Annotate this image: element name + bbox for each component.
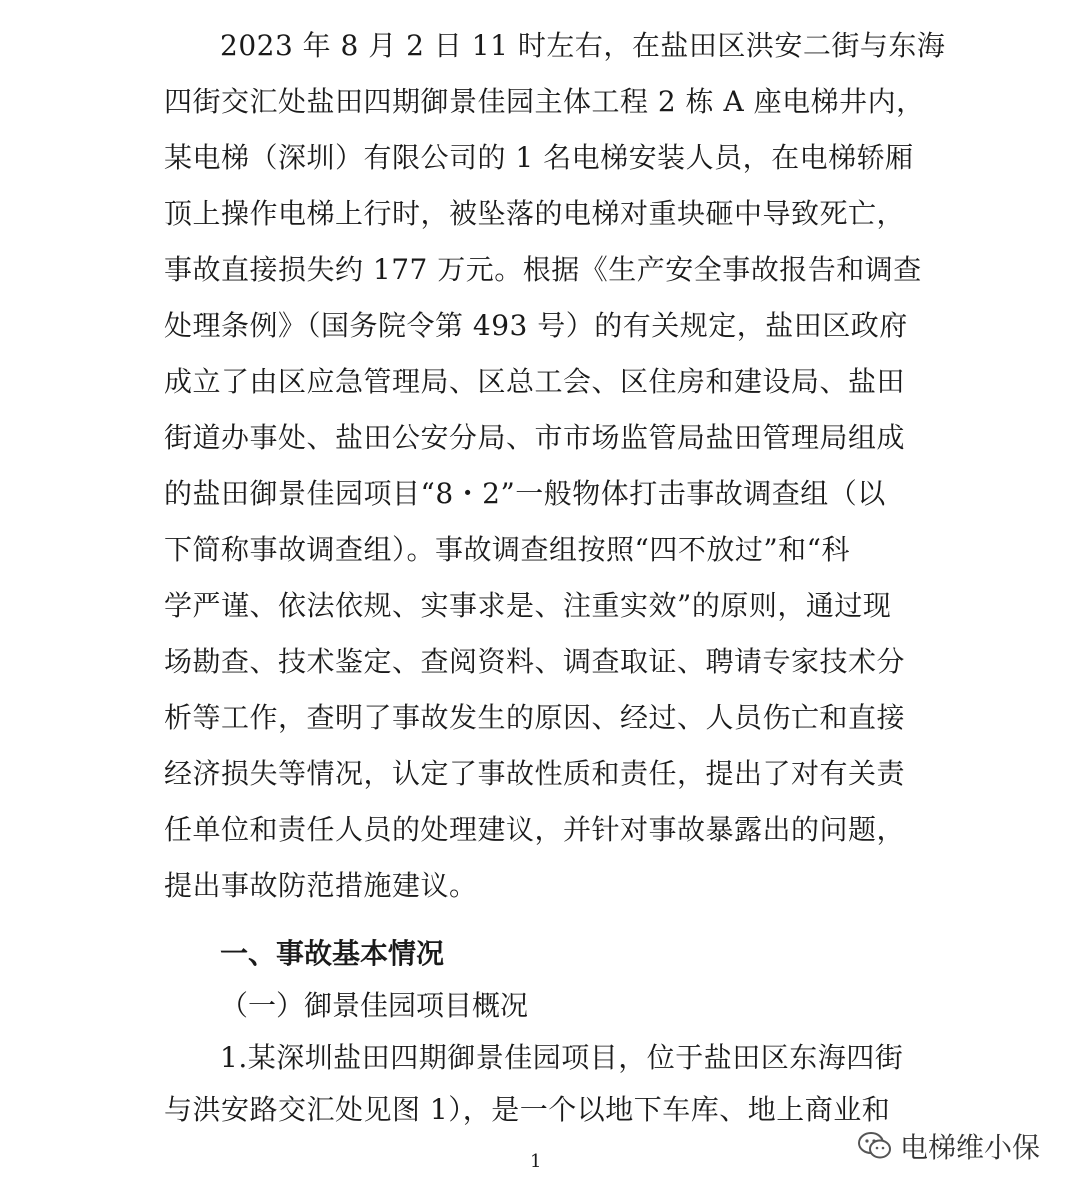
intro-line-15: 任单位和责任人员的处理建议，并针对事故暴露出的问题， — [164, 813, 906, 846]
intro-line-3: 某电梯（深圳）有限公司的 1 名电梯安装人员，在电梯轿厢 — [164, 141, 914, 174]
item-line-1: 1.某深圳盐田四期御景佳园项目，位于盐田区东海四街 — [220, 1041, 904, 1074]
intro-line-4: 顶上操作电梯上行时，被坠落的电梯对重块砸中导致死亡， — [164, 197, 906, 230]
intro-line-7: 成立了由区应急管理局、区总工会、区住房和建设局、盐田 — [164, 365, 906, 398]
intro-line-6: 处理条例》（国务院令第 493 号）的有关规定，盐田区政府 — [164, 309, 908, 342]
item-line-2: 与洪安路交汇处见图 1），是一个以地下车库、地上商业和 — [164, 1093, 891, 1126]
intro-line-12: 场勘查、技术鉴定、查阅资料、调查取证、聘请专家技术分 — [164, 645, 906, 678]
intro-line-10: 下简称事故调查组）。事故调查组按照“四不放过”和“科 — [164, 533, 850, 566]
intro-line-14: 经济损失等情况，认定了事故性质和责任，提出了对有关责 — [164, 757, 906, 790]
page-number: 1 — [530, 1151, 542, 1172]
intro-line-5: 事故直接损失约 177 万元。根据《生产安全事故报告和调查 — [164, 253, 922, 286]
wechat-icon — [858, 1131, 892, 1161]
intro-line-11: 学严谨、依法依规、实事求是、注重实效”的原则，通过现 — [164, 589, 892, 622]
watermark — [858, 1124, 1040, 1168]
section-heading: 一、事故基本情况 — [220, 937, 445, 970]
intro-line-9: 的盐田御景佳园项目“8・2”一般物体打击事故调查组（以 — [164, 477, 886, 510]
intro-line-2: 四街交汇处盐田四期御景佳园主体工程 2 栋 A 座电梯井内， — [164, 85, 925, 118]
intro-line-16: 提出事故防范措施建议。 — [164, 869, 478, 902]
subsection-heading: （一）御景佳园项目概况 — [220, 989, 529, 1022]
watermark-text: 电梯维小保 — [900, 1131, 1041, 1164]
intro-line-8: 街道办事处、盐田公安分局、市市场监管局盐田管理局组成 — [164, 421, 906, 454]
intro-line-1: 2023 年 8 月 2 日 11 时左右，在盐田区洪安二街与东海 — [220, 29, 946, 62]
intro-line-13: 析等工作，查明了事故发生的原因、经过、人员伤亡和直接 — [164, 701, 906, 734]
